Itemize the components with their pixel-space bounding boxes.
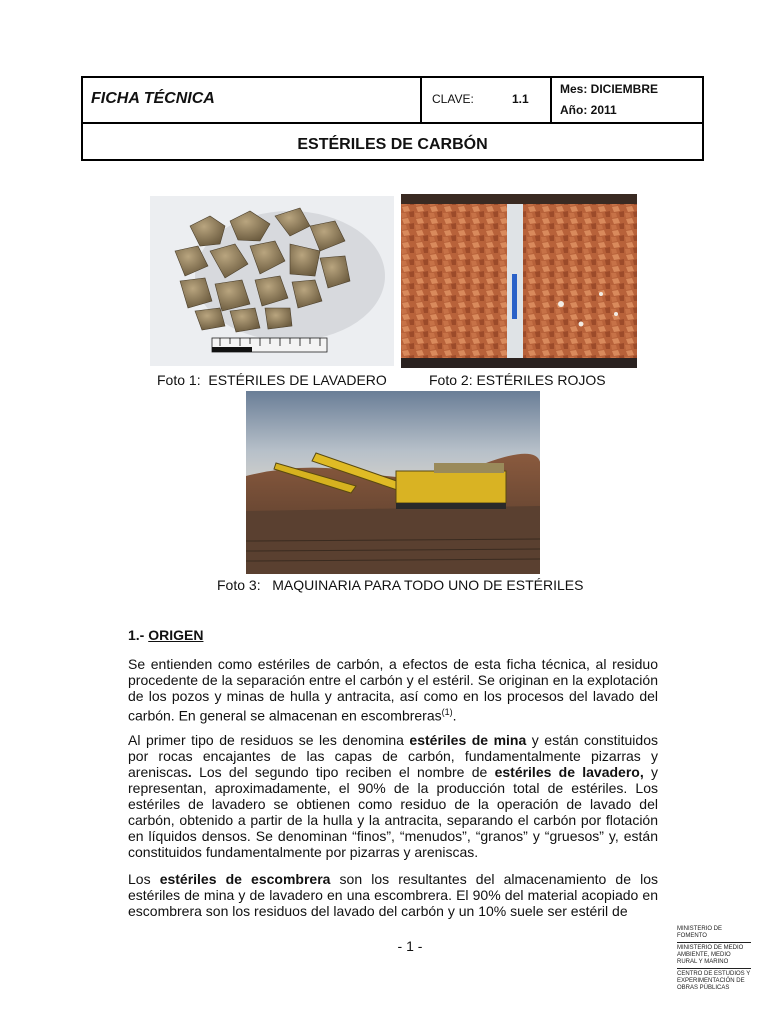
p2-term-esteriles-lavadero: estériles de lavadero, <box>494 764 644 780</box>
logo-cedex: CENTRO DE ESTUDIOS Y EXPERIMENTACIÓN DE OBRAS PÚBLICAS <box>677 971 751 991</box>
p2-text-g: y representan, aproximadamente, el 90% de la producción total de estériles. Los estériles de lavadero se obtienen como residuo de la operación de lavado del carbón, obtenido a partir de la hulla y la antracita, separando el carbón por flotación en líquidos densos. Se denominan “finos”, “menudos”, “granos” y “gruesos” y, están constituidos fundamentalmente por pizarras y areniscas. <box>128 764 659 860</box>
photo2-caption: Foto 2: ESTÉRILES ROJOS <box>429 372 606 388</box>
p2-text-e: Los del segundo tipo reciben el nombre de <box>191 764 495 780</box>
section-number: 1.- <box>128 627 149 643</box>
p2-term-esteriles-mina: estériles de mina <box>409 732 527 748</box>
clave-cell <box>420 78 552 122</box>
p2-text-a: Al primer tipo de residuos se les denomina <box>128 732 410 748</box>
paragraph-1 <box>128 656 658 724</box>
page-number: - 1 - <box>397 938 423 954</box>
clave-value: 1.1 <box>512 92 529 106</box>
photo3-caption: Foto 3: MAQUINARIA PARA TODO UNO DE ESTÉRILES <box>217 577 584 593</box>
document-title: ESTÉRILES DE CARBÓN <box>297 136 488 153</box>
p2-period: . <box>187 764 192 780</box>
clave-label: CLAVE: <box>432 92 474 106</box>
p3-text-c: son los resultantes del almacenamiento de los estériles de mina y de lavadero en una escombrera. El 90% del material acopiado en escombrera son los residuos del lavado del carbón y un 10% suele ser estéril de <box>128 871 658 919</box>
p1-footnote-ref: (1) <box>441 707 453 717</box>
p3-text-a: Los <box>128 871 160 887</box>
section-heading-origen <box>128 627 203 643</box>
p3-term-esteriles-escombrera: estériles de escombrera <box>159 871 331 887</box>
ficha-label: FICHA TÉCNICA <box>91 90 215 107</box>
photo1-caption: Foto 1: ESTÉRILES DE LAVADERO <box>157 372 387 388</box>
photo-esteriles-lavadero <box>150 196 394 366</box>
section-title: ORIGEN <box>148 627 204 643</box>
photo-maquinaria <box>246 391 540 574</box>
p1-end: . <box>452 707 457 724</box>
ficha-cell <box>83 78 422 122</box>
p2-text-c: y están constituidos por rocas encajantes de las capas de carbón, fundamentalmente pizarras y areniscas <box>128 732 658 780</box>
header-table <box>81 76 704 161</box>
logo-medio-ambiente: MINISTERIO DE MEDIO AMBIENTE, MEDIO RURAL Y MARINO <box>677 945 751 969</box>
paragraph-2 <box>128 732 658 860</box>
header-row <box>83 78 702 124</box>
date-cell <box>552 78 702 122</box>
paragraph-3 <box>128 871 658 919</box>
logo-fomento: MINISTERIO DE FOMENTO <box>677 926 751 943</box>
ministry-logo <box>677 926 751 992</box>
month-label: Mes: DICIEMBRE <box>560 82 659 96</box>
photo-esteriles-rojos <box>401 194 637 368</box>
p1-text: Se entienden como estériles de carbón, a efectos de esta ficha técnica, al residuo procedente de la separación entre el carbón y el estéril. Se originan en la explotación de los pozos y minas de hulla y antracita, así como en los procesos del lavado del carbón. En general se almacenan en escombreras <box>128 656 658 724</box>
year-label: Año: 2011 <box>560 103 617 117</box>
